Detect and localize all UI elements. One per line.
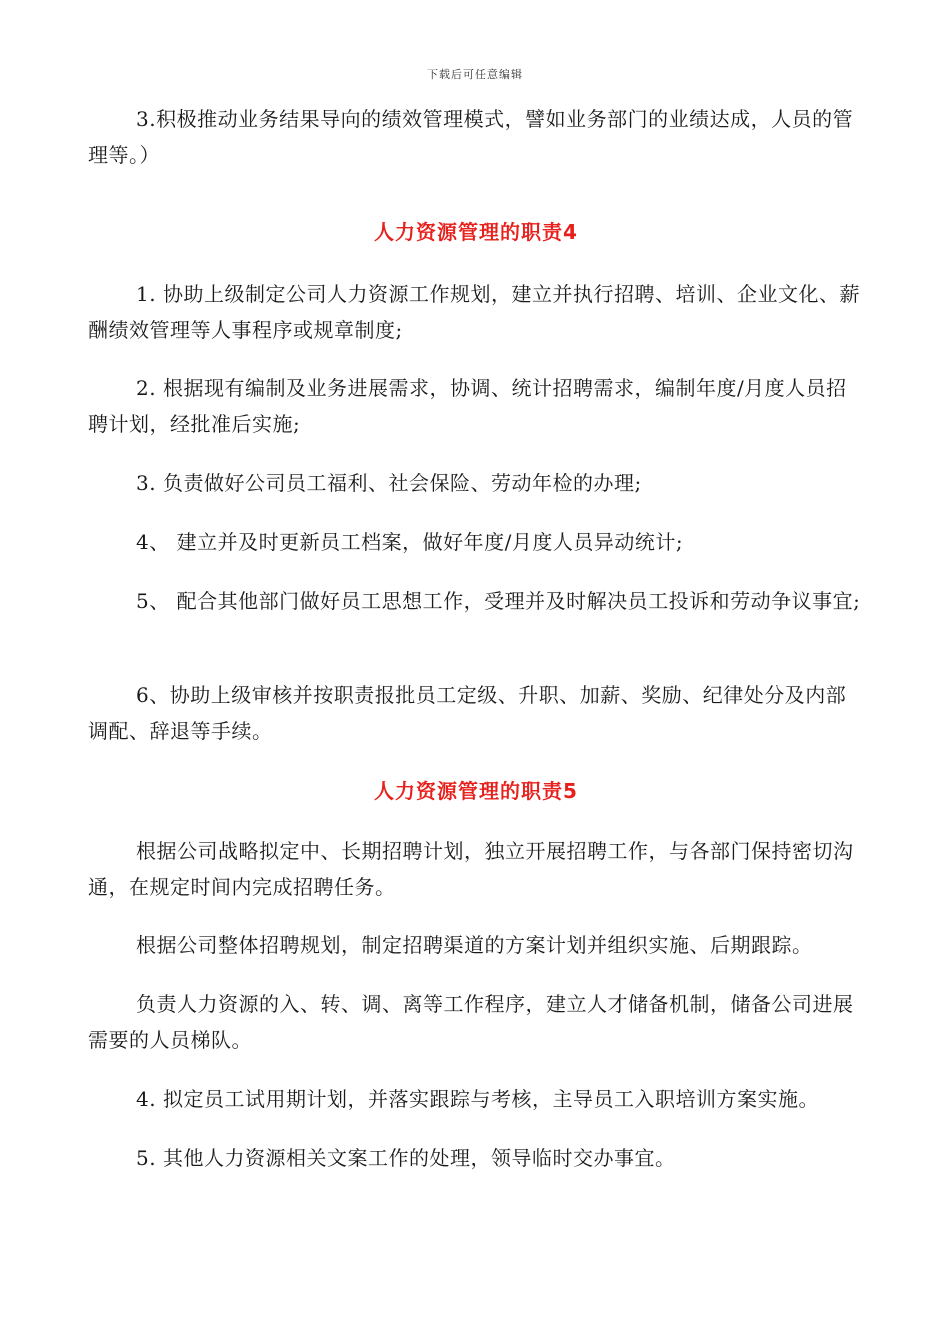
section4-item-3: 3. 负责做好公司员工福利、社会保险、劳动年检的办理;	[136, 471, 642, 495]
section5-item-2: 根据公司整体招聘规划，制定招聘渠道的方案计划并组织实施、后期跟踪。	[136, 933, 813, 957]
section4-item-2: 2. 根据现有编制及业务进展需求，协调、统计招聘需求，编制年度/月度人员招聘计划，经批准后实施;	[88, 376, 847, 436]
paragraph-intro: 3.积极推动业务结果导向的绩效管理模式，譬如业务部门的业绩达成，人员的管理等。）	[88, 107, 854, 167]
section-heading-5: 人力资源管理的职责5	[374, 779, 578, 803]
section5-item-5: 5. 其他人力资源相关文案工作的处理，领导临时交办事宜。	[136, 1146, 676, 1170]
section4-item-5: 5、 配合其他部门做好员工思想工作，受理并及时解决员工投诉和劳动争议事宜;	[136, 589, 861, 613]
section5-item-4: 4. 拟定员工试用期计划，并落实跟踪与考核，主导员工入职培训方案实施。	[136, 1087, 819, 1111]
section5-item-3: 负责人力资源的入、转、调、离等工作程序，建立人才储备机制，储备公司进展需要的人员梯队。	[88, 992, 854, 1052]
page-header-note: 下载后可任意编辑	[427, 68, 523, 81]
section4-item-6: 6、协助上级审核并按职责报批员工定级、升职、加薪、奖励、纪律处分及内部调配、辞退等手续。	[88, 683, 847, 743]
section4-item-1: 1. 协助上级制定公司人力资源工作规划，建立并执行招聘、培训、企业文化、薪酬绩效管理等人事程序或规章制度;	[88, 282, 860, 342]
section-heading-4: 人力资源管理的职责4	[374, 220, 578, 244]
section4-item-4: 4、 建立并及时更新员工档案，做好年度/月度人员异动统计;	[136, 530, 684, 554]
section5-item-1: 根据公司战略拟定中、长期招聘计划，独立开展招聘工作，与各部门保持密切沟通，在规定时间内完成招聘任务。	[88, 839, 854, 899]
